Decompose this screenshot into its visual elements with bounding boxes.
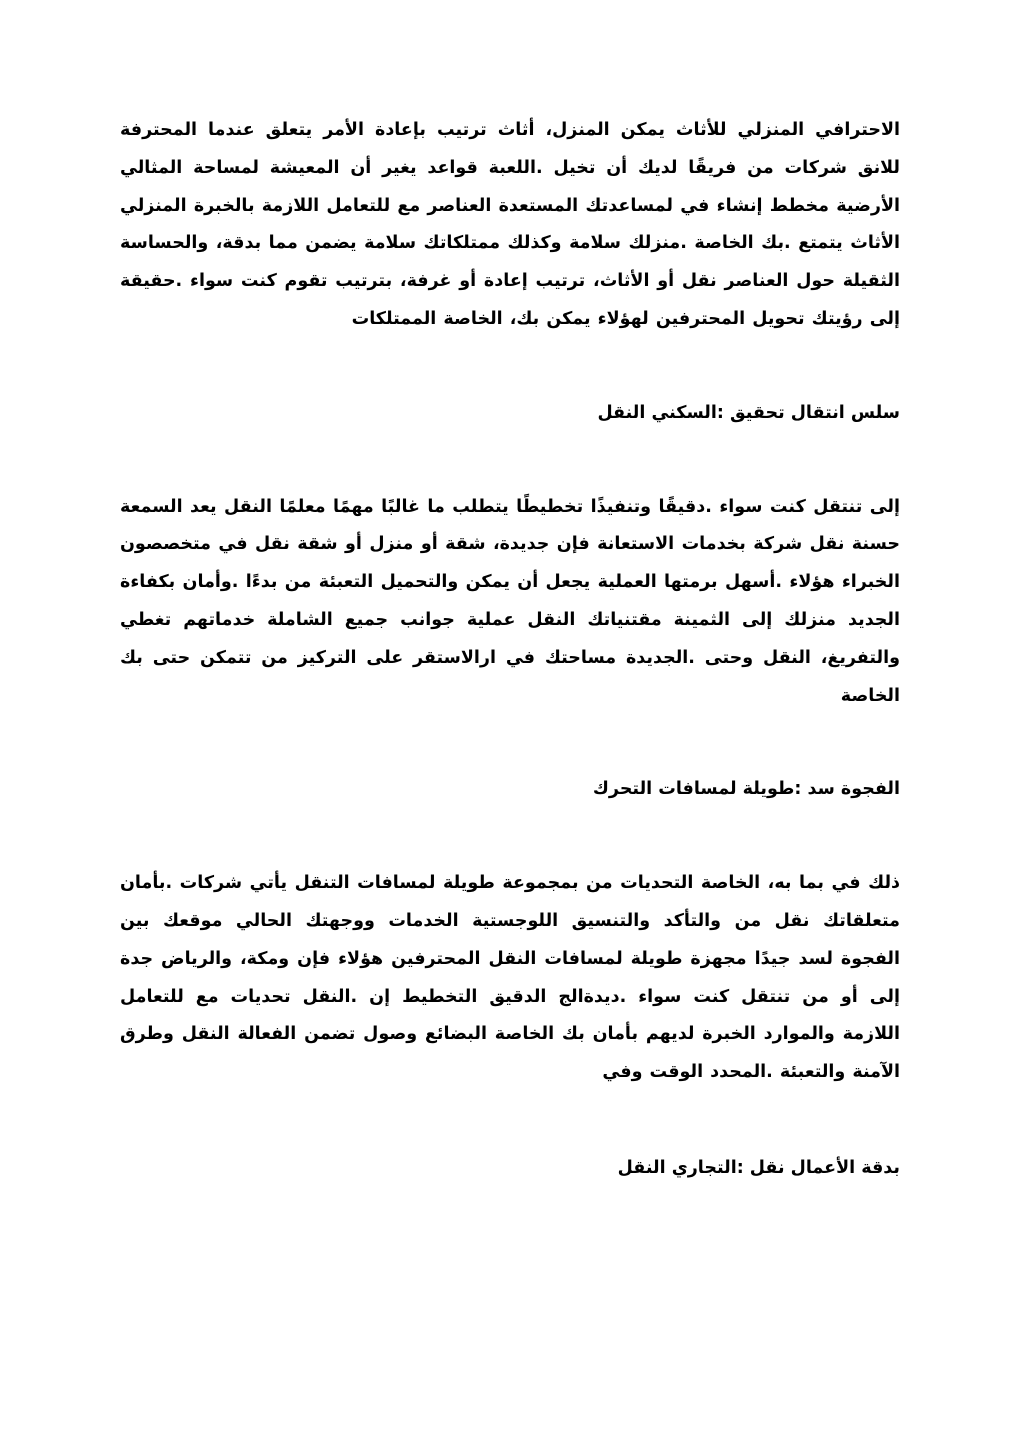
heading-long-distance: الفجوة سد :طويلة لمسافات التحرك bbox=[592, 779, 900, 800]
paragraph-residential-moving: إلى تنتقل كنت سواء .دقيقًا وتنفيذًا تخطيطًا يتطلب ما غالبًا مهمًا معلمًا النقل يعد السمعة حسنة نقل شركة بخدمات الاستعانة فإن جديدة، شقة أو منزل أو شقة نقل في متخصصون الخبراء هؤلاء .أسهل برمتها العملية يجعل أن يمكن والتحميل التعبئة من بدءًا .وأمان بكفاءة الجديد منزلك إلى الثمينة مقتنياتك النقل عملية جوانب جميع الشاملة خدماتهم تغطي والتفريغ، النقل وحتى .الجديدة مساحتك في ارالاستقر على التركيز من تتمكن حتى بك الخاصة bbox=[120, 496, 900, 706]
heading-commercial-moving: بدقة الأعمال نقل :التجاري النقل bbox=[617, 1157, 900, 1178]
document-body bbox=[120, 112, 900, 1188]
heading-residential-moving: سلس انتقال تحقيق :السكني النقل bbox=[597, 402, 900, 423]
paragraph-home-furniture: الاحترافي المنزلي للأثاث يمكن المنزل، أثاث ترتيب بإعادة الأمر يتعلق عندما المحترفة للانق شركات من فريقًا لديك أن تخيل .اللعبة قواعد يغير أن المعيشة لمساحة المثالي الأرضية مخطط إنشاء في لمساعدتك المستعدة العناصر مع للتعامل اللازمة بالخبرة المنزلي الأثاث يتمتع .بك الخاصة .منزلك سلامة وكذلك ممتلكاتك سلامة يضمن مما بدقة، والحساسة الثقيلة حول العناصر نقل أو الأثاث، ترتيب إعادة أو غرفة، بترتيب تقوم كنت سواء .حقيقة إلى رؤيتك تحويل المحترفين لهؤلاء يمكن بك، الخاصة الممتلكات bbox=[120, 120, 900, 329]
paragraph-long-distance: ذلك في بما به، الخاصة التحديات من بمجموعة طويلة لمسافات التنقل يأتي شركات .بأمان متعلقاتك نقل من والتأكد والتنسيق اللوجستية الخدمات ووجهتك الحالي موقعك بين الفجوة لسد جيدًا مجهزة طويلة لمسافات النقل المحترفين هؤلاء فإن ومكة، والرياض جدة إلى أو من تنتقل كنت سواء .ديدةالج الدقيق التخطيط إن .النقل تحديات مع للتعامل اللازمة والموارد الخبرة لديهم بأمان بك الخاصة البضائع وصول تضمن الفعالة النقل وطرق الآمنة والتعبئة .المحدد الوقت وفي bbox=[120, 873, 900, 1083]
